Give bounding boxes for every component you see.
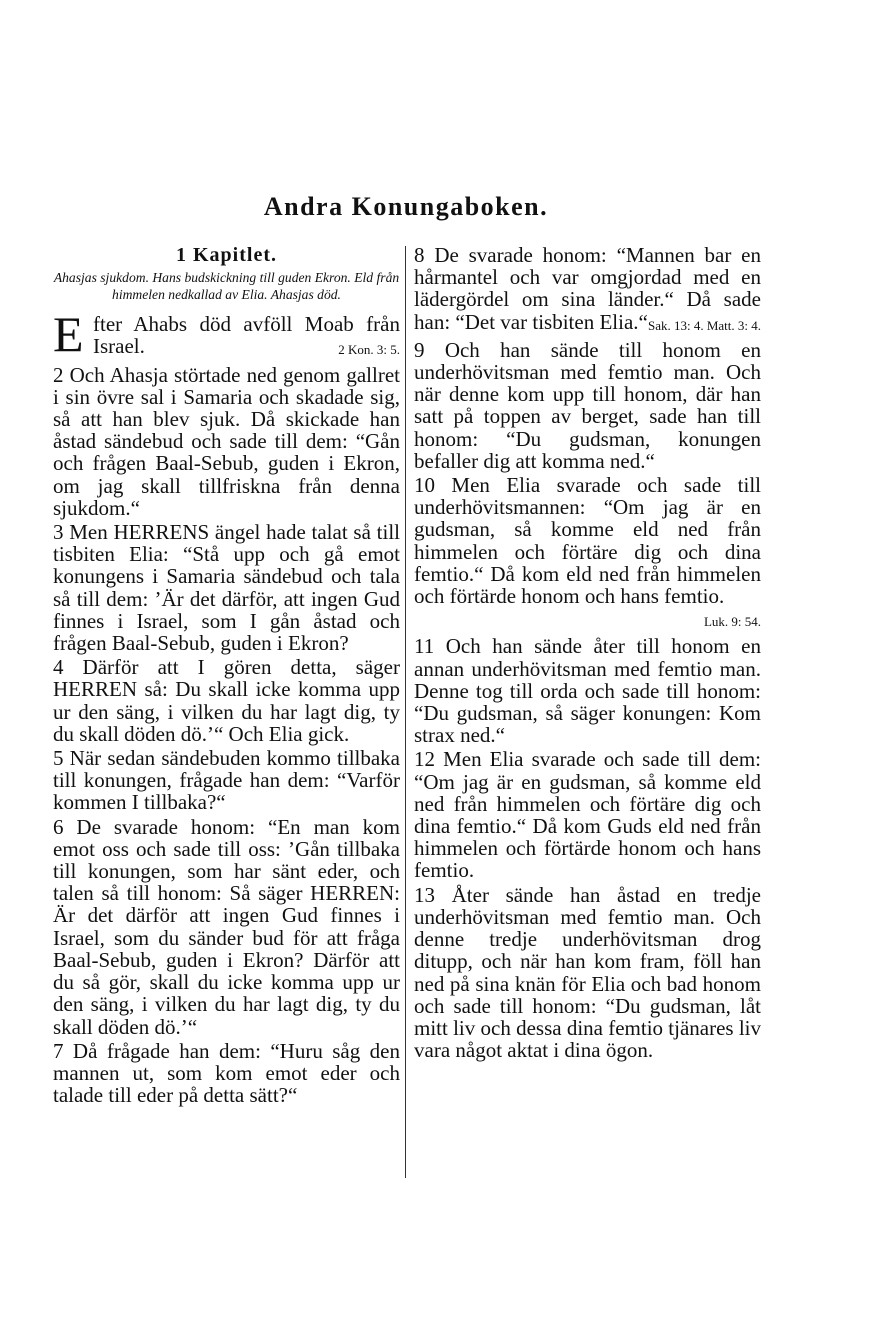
verse-5: 5 När sedan sändebuden kommo tillbaka till konungen, frågade han dem: “Varför kommen I tillbaka?“	[53, 746, 400, 815]
column-divider	[405, 246, 406, 1178]
verse-8	[414, 244, 761, 337]
verse-12: 12 Men Elia svarade och sade till dem: “Om jag är en gudsman, så komme eld ned från himmelen och förtäre dig och dina femtio.“ Då kom Guds eld ned från himmelen och förtärde honom och hans femtio.	[414, 747, 761, 883]
chapter-summary: Ahasjas sjukdom. Hans budskickning till guden Ekron. Eld från himmelen nedkallad av Elia. Ahasjas död.	[53, 270, 400, 303]
verse-10	[414, 474, 761, 633]
verse-4: 4 Därför att I gören detta, säger HERREN så: Du skall icke komma upp ur den säng, i vilken du har lagt dig, ty du skall döden dö.’“ Och Elia gick.	[53, 655, 400, 746]
chapter-heading: 1 Kapitlet.	[176, 244, 277, 266]
verse-text: 10 Men Elia svarade och sade till underhövitsmannen: “Om jag är en gudsman, så komme eld ned från himmelen och förtäre dig och dina femtio.“ Då kom eld ned från himmelen och förtärde honom och hans femtio.	[414, 473, 761, 609]
cross-reference: Luk. 9: 54.	[703, 614, 761, 630]
drop-cap: E	[53, 306, 84, 363]
verse-2: 2 Och Ahasja störtade ned genom gallret i sin övre sal i Samaria och skadade sig, så att han blev sjuk. Då skickade han åstad sändebud och sade till dem: “Gån och frågen Baal-Sebub, guden i Ekron, om jag skall tillfriskna från denna sjukdom.“	[53, 362, 400, 520]
book-title: Andra Konungaboken.	[263, 192, 549, 221]
verse-1	[53, 306, 400, 363]
left-column	[53, 244, 400, 1108]
verse-7: 7 Då frågade han dem: “Huru såg den mannen ut, som kom emot eder och talade till eder på detta sätt?“	[53, 1038, 400, 1108]
cross-reference: Sak. 13: 4. Matt. 3: 4.	[647, 317, 761, 333]
verse-text: 8 De svarade honom: “Mannen bar en hårmantel och var omgjordad med en lädergördel om sina länder.“ Då sade han: “Det var tisbiten Elia.“	[414, 243, 761, 334]
verse-6: 6 De svarade honom: “En man kom emot oss och sade till oss: ’Gån tillbaka till konungen, som har sänt eder, och talen så till honom: Så säger HERREN: Är det därför att ingen Gud finnes i Israel, som du sänder bud för att fråga Baal-Sebub, guden i Ekron? Därför att du så gör, skall du icke komma upp ur den säng, i vilken du har lagt dig, ty du skall döden dö.’“	[53, 814, 400, 1039]
cross-reference: 2 Kon. 3: 5.	[338, 342, 400, 358]
verse-11: 11 Och han sände åter till honom en annan underhövitsman med femtio man. Denne tog till orda och sade till honom: “Du gudsman, så säger konungen: Kom strax ned.“	[414, 634, 761, 748]
verse-3: 3 Men HERRENS ängel hade talat så till tisbiten Elia: “Stå upp och gå emot konungens i Samaria sändebud och tala så till dem: ’Är det därför, att ingen Gud finnes i Israel, som I gån åstad och frågen Baal-Sebub, guden i Ekron?	[53, 520, 400, 656]
verse-9: 9 Och han sände till honom en underhövitsman med femtio man. Och när denne kom upp till honom, där han satt på toppen av berget, sade han till honom: “Du gudsman, konungen befaller dig att komma ned.“	[414, 337, 761, 473]
right-column	[414, 244, 761, 1063]
verse-13: 13 Åter sände han åstad en tredje underhövitsman med femtio man. Och denne tredje underhövitsman drog ditupp, och när han kom fram, föll han ned på sina knän för Elia och bad honom och sade till honom: “Du gudsman, låt mitt liv och dessa dina femtio tjänares liv vara något aktat i dina ögon.	[414, 882, 762, 1063]
verse-text: fter Ahabs död avföll Moab från Israel.	[93, 312, 400, 359]
